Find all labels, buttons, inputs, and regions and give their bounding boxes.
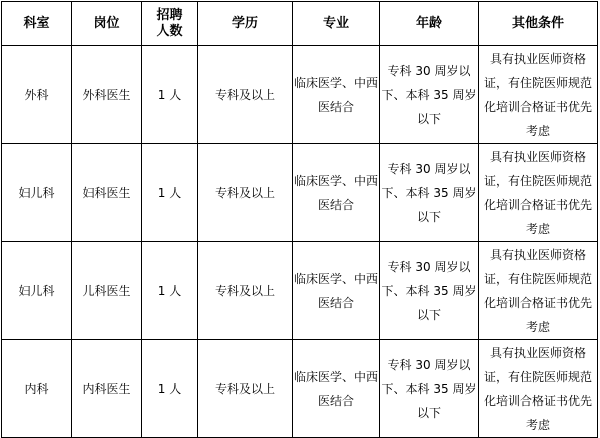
cell-age: 专科 30 周岁以下、本科 35 周岁以下 — [380, 340, 479, 438]
cell-department: 外科 — [2, 46, 72, 144]
cell-department: 妇儿科 — [2, 144, 72, 242]
cell-count: 1 人 — [142, 46, 198, 144]
cell-count: 1 人 — [142, 144, 198, 242]
header-age: 年龄 — [380, 2, 479, 46]
cell-conditions: 具有执业医师资格证，有住院医师规范化培训合格证书优先考虑 — [479, 340, 598, 438]
cell-education: 专科及以上 — [198, 242, 293, 340]
cell-position: 妇科医生 — [72, 144, 142, 242]
cell-position: 儿科医生 — [72, 242, 142, 340]
cell-education: 专科及以上 — [198, 144, 293, 242]
header-position: 岗位 — [72, 2, 142, 46]
cell-major: 临床医学、中西医结合 — [293, 144, 380, 242]
cell-major: 临床医学、中西医结合 — [293, 46, 380, 144]
recruitment-table — [1, 1, 598, 438]
header-conditions: 其他条件 — [479, 2, 598, 46]
cell-education: 专科及以上 — [198, 46, 293, 144]
table-row — [2, 46, 598, 144]
cell-age: 专科 30 周岁以下、本科 35 周岁以下 — [380, 46, 479, 144]
cell-major: 临床医学、中西医结合 — [293, 242, 380, 340]
table-row — [2, 144, 598, 242]
cell-conditions: 具有执业医师资格证，有住院医师规范化培训合格证书优先考虑 — [479, 144, 598, 242]
cell-major: 临床医学、中西医结合 — [293, 340, 380, 438]
table-row — [2, 242, 598, 340]
header-education: 学历 — [198, 2, 293, 46]
cell-count: 1 人 — [142, 340, 198, 438]
cell-conditions: 具有执业医师资格证，有住院医师规范化培训合格证书优先考虑 — [479, 46, 598, 144]
cell-position: 内科医生 — [72, 340, 142, 438]
cell-count: 1 人 — [142, 242, 198, 340]
cell-age: 专科 30 周岁以下、本科 35 周岁以下 — [380, 144, 479, 242]
header-count: 招聘人数 — [142, 2, 198, 46]
header-department: 科室 — [2, 2, 72, 46]
cell-department: 妇儿科 — [2, 242, 72, 340]
cell-position: 外科医生 — [72, 46, 142, 144]
cell-education: 专科及以上 — [198, 340, 293, 438]
header-major: 专业 — [293, 2, 380, 46]
cell-age: 专科 30 周岁以下、本科 35 周岁以下 — [380, 242, 479, 340]
cell-conditions: 具有执业医师资格证，有住院医师规范化培训合格证书优先考虑 — [479, 242, 598, 340]
cell-department: 内科 — [2, 340, 72, 438]
header-row — [2, 2, 598, 46]
table-row — [2, 340, 598, 438]
